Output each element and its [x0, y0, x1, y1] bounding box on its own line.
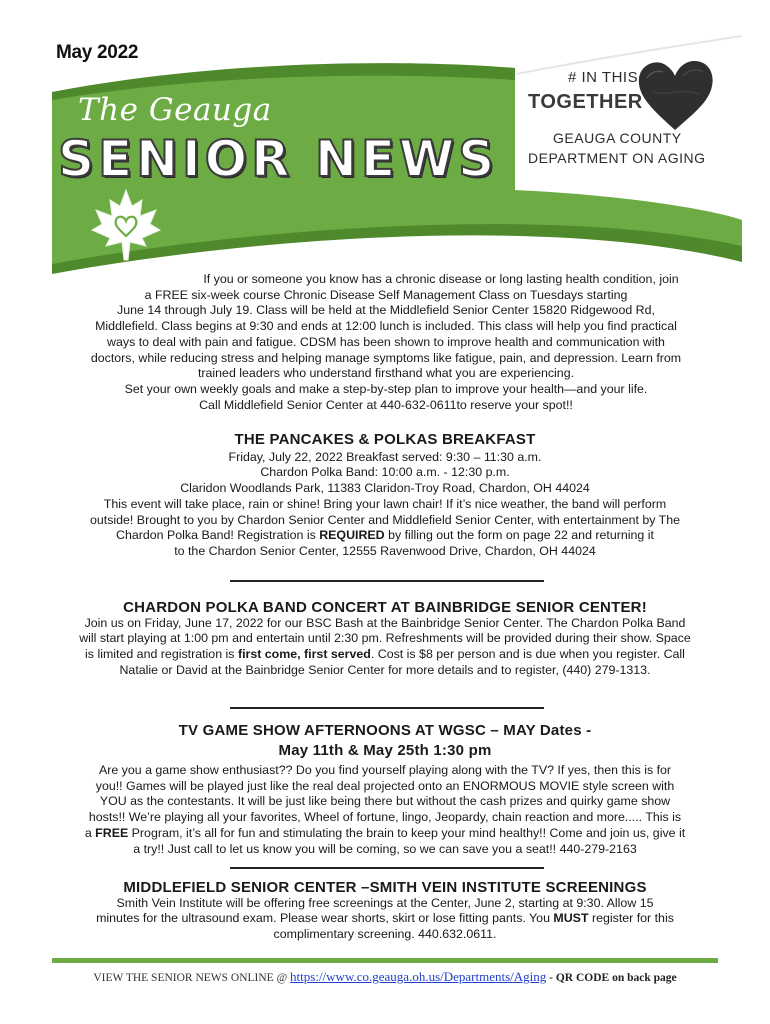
- text-line: a FREE six-week course Chronic Disease Self Management Class on Tuesdays starting: [144, 287, 628, 302]
- department-label: DEPARTMENT ON AGING: [528, 150, 706, 166]
- newsletter-title: SENIOR NEWS: [58, 130, 499, 188]
- text-line: This event will take place, rain or shine! Bring your lawn chair! If it’s nice weather, the band will perform: [103, 496, 667, 511]
- section-divider: [230, 580, 544, 582]
- text-line: is limited and registration is first come, first served. Cost is $8 per person and is due when you register. Call: [85, 647, 685, 662]
- footer-prefix: VIEW THE SENIOR NEWS ONLINE @: [93, 972, 291, 984]
- intro-paragraph: [56, 272, 716, 413]
- text-line: Natalie or David at the Bainbridge Senior Center for more details and to register, (440) 279-1313.: [119, 662, 651, 677]
- text-line: a FREE Program, it’s all for fun and stimulating the brain to keep your mind healthy!! Come and join us, give it: [84, 825, 686, 840]
- text-line: outside! Brought to you by Chardon Senior Center and Middlefield Senior Center, with entertainment by The: [89, 512, 681, 527]
- footer-qr-note: - QR CODE on back page: [549, 972, 677, 984]
- together-label: TOGETHER: [528, 91, 643, 113]
- polka-concert-section: [55, 600, 715, 679]
- text-line: a try!! Just call to let us know you will be coming, so we can save you a seat!! 440-279-2163: [133, 841, 637, 856]
- text-line: Set your own weekly goals and make a step-by-step plan to improve your health—and your life.: [124, 381, 648, 396]
- text-line: ways to deal with pain and fatigue. CDSM has been shown to improve health and communication with: [107, 334, 665, 349]
- issue-date: May 2022: [56, 42, 139, 63]
- text-line: June 14 through July 19. Class will be held at the Middlefield Senior Center 15820 Ridgewood Rd,: [117, 303, 655, 318]
- text-line: Middlefield. Class begins at 9:30 and ends at 12:00 lunch is included. This class will help you find practical: [95, 319, 677, 334]
- online-link[interactable]: https://www.co.geauga.oh.us/Departments/Aging: [290, 969, 547, 984]
- section-heading: THE PANCAKES & POLKAS BREAKFAST: [234, 431, 536, 448]
- text-line: Friday, July 22, 2022 Breakfast served: 9:30 – 11:30 a.m.: [228, 449, 542, 464]
- text-line: Smith Vein Institute will be offering free screenings at the Center, June 2, starting at 9:30. Allow 15: [116, 895, 654, 910]
- section-heading: CHARDON POLKA BAND CONCERT AT BAINBRIDGE SENIOR CENTER!: [123, 599, 647, 616]
- text-line: to the Chardon Senior Center, 12555 Ravenwood Drive, Chardon, OH 44024: [174, 543, 596, 558]
- hashtag-line: # IN THIS: [568, 69, 639, 86]
- footer: [60, 969, 710, 985]
- text-line: will start playing at 1:00 pm and entertain until 2:30 pm. Refreshments will be provided during their show. Space: [79, 631, 691, 646]
- text-line: Are you a game show enthusiast?? Do you find yourself playing along with the TV? If yes, then this is for: [98, 763, 672, 777]
- section-heading: TV GAME SHOW AFTERNOONS AT WGSC – MAY Dates -: [178, 722, 592, 739]
- text-line: trained leaders who understand firsthand what you are experiencing.: [197, 366, 575, 381]
- section-subheading: May 11th & May 25th 1:30 pm: [278, 742, 492, 759]
- text-line: Claridon Woodlands Park, 11383 Claridon-Troy Road, Chardon, OH 44024: [180, 481, 590, 496]
- pancakes-section: [55, 432, 715, 560]
- section-divider: [230, 867, 544, 869]
- county-label: GEAUGA COUNTY: [553, 130, 682, 146]
- maple-leaf-icon: [90, 188, 162, 262]
- text-line: Join us on Friday, June 17, 2022 for our BSC Bash at the Bainbridge Senior Center. The Chardon Polka Band: [84, 615, 686, 630]
- game-show-section: [55, 721, 715, 857]
- footer-divider: [52, 958, 718, 963]
- section-heading: MIDDLEFIELD SENIOR CENTER –SMITH VEIN INSTITUTE SCREENINGS: [123, 879, 647, 896]
- text-line: Chardon Polka Band! Registration is REQUIRED by filling out the form on page 22 and returning it: [116, 528, 654, 543]
- text-line: YOU as the contestants. It will be just like being there but without the cash prizes and quirky game show: [99, 794, 671, 809]
- section-divider: [230, 707, 544, 709]
- text-line: If you or someone you know has a chronic disease or long lasting health condition, join: [203, 272, 679, 286]
- text-line: Chardon Polka Band: 10:00 a.m. - 12:30 p.m.: [260, 465, 510, 480]
- text-line: you!! Games will be played just like the real deal projected onto an ENORMOUS MOVIE style screen with: [95, 778, 675, 793]
- text-line: minutes for the ultrasound exam. Please wear shorts, skirt or lose fitting pants. You MUST register for this: [96, 911, 674, 926]
- text-line: complimentary screening. 440.632.0611.: [273, 927, 497, 942]
- text-line: Call Middlefield Senior Center at 440-632-0611to reserve your spot!!: [199, 397, 573, 412]
- heart-icon: [633, 56, 717, 134]
- vein-screening-section: [55, 880, 715, 943]
- text-line: hosts!! We’re playing all your favorites, Wheel of fortune, lingo, Jeopardy, chain reaction and more..... This is: [88, 810, 682, 825]
- newsletter-title-prefix: The Geauga: [78, 92, 272, 128]
- text-line: doctors, while reducing stress and helping manage symptoms like fatigue, pain, and depression. Learn from: [90, 350, 682, 365]
